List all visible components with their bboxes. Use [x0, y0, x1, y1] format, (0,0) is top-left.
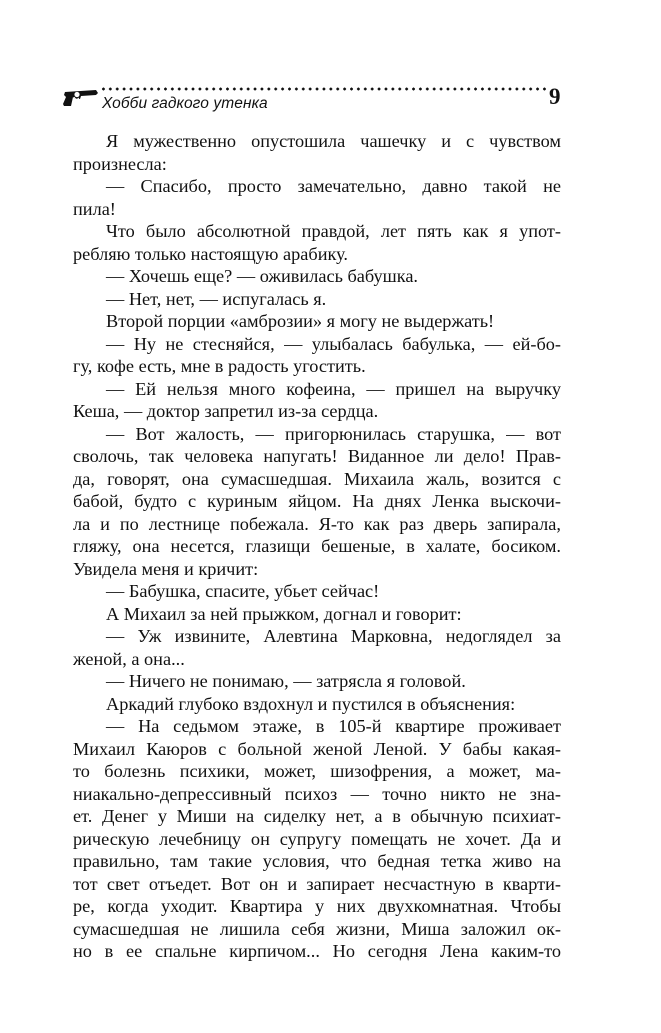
text-line: ребляю только настоящую арабику. [73, 243, 348, 264]
text-line: сволочь, так человека напугать! Виданное ли дело! Прав- [73, 446, 561, 466]
text-line: — Вот жалость, — пригорюнилась старушка, — вот [106, 423, 561, 444]
text-line: ниакально-депрессивный психоз — точно никто не зна- [73, 783, 561, 804]
text-line: Я мужественно опустошила чашечку и с чувством [106, 131, 561, 151]
text-line: Аркадий глубоко вздохнул и пустился в объяснения: [106, 693, 516, 714]
text-line: — Ничего не понимаю, — затрясла я головой. [106, 671, 466, 691]
text-line: Кеша, — доктор запретил из-за сердца. [73, 401, 379, 421]
revolver-icon [62, 86, 100, 108]
text-line: А Михаил за ней прыжком, догнал и говорит: [106, 603, 462, 624]
text-line: — Хочешь еще? — оживилась бабушка. [106, 266, 419, 286]
text-line: Увидела меня и кричит: [73, 558, 259, 579]
body-text [73, 130, 561, 963]
text-line: Михаил Каюров с больной женой Леной. У бабы какая- [73, 738, 561, 759]
running-header [60, 80, 570, 120]
text-line: правильно, там такие условия, что бедная тетка живо на [73, 851, 561, 871]
text-line: — Ну не стесняйся, — улыбалась бабулька, — ей-бо- [106, 333, 561, 354]
text-line: — Спасибо, просто замечательно, давно такой не [106, 176, 561, 196]
text-line: — Ей нельзя много кофеина, — пришел на выручку [106, 378, 561, 399]
text-line: произнесла: [73, 153, 167, 174]
text-line: — Бабушка, спасите, убьет сейчас! [106, 581, 380, 601]
text-line: женой, а она... [73, 648, 185, 669]
text-line: гу, кофе есть, мне в радость угостить. [73, 356, 366, 376]
text-line: ет. Денег у Миши на сиделку нет, а в обычную психиат- [73, 806, 561, 826]
text-line: гляжу, она несется, глазищи бешеные, в халате, босиком. [73, 536, 561, 556]
text-line: тот свет отъедет. Вот он и запирает несчастную в кварти- [73, 873, 561, 894]
text-line: ла и по лестнице побежала. Я-то как раз дверь запирала, [73, 513, 561, 534]
text-line: да, говорят, она сумасшедшая. Михаила жаль, возится с [73, 468, 561, 489]
text-line: пила! [73, 198, 116, 219]
text-line: но в ее спальне кирпичом... Но сегодня Лена каким-то [73, 941, 561, 961]
text-line: бабой, будто с куриным яйцом. На днях Ленка выскочи- [73, 491, 561, 511]
text-line: — На седьмом этаже, в 105-й квартире проживает [106, 716, 561, 736]
text-line: сумасшедшая не лишила себя жизни, Миша заложил ок- [73, 918, 561, 939]
dotted-rule [100, 87, 546, 91]
text-line: рическую лечебницу он супругу помещать не хочет. Да и [73, 828, 561, 849]
text-line: — Нет, нет, — испугалась я. [106, 288, 327, 309]
text-line: ре, когда уходит. Квартира у них двухкомнатная. Чтобы [73, 896, 561, 916]
page-number: 9 [549, 84, 561, 109]
text-line: Что было абсолютной правдой, лет пять как я упот- [106, 221, 561, 241]
text-line: то болезнь психики, может, шизофрения, а может, ма- [73, 761, 561, 781]
text-line: Второй порции «амброзии» я могу не выдержать! [106, 311, 495, 331]
running-title: Хобби гадкого утенка [102, 95, 268, 112]
text-line: — Уж извините, Алевтина Марковна, недоглядел за [106, 626, 561, 646]
